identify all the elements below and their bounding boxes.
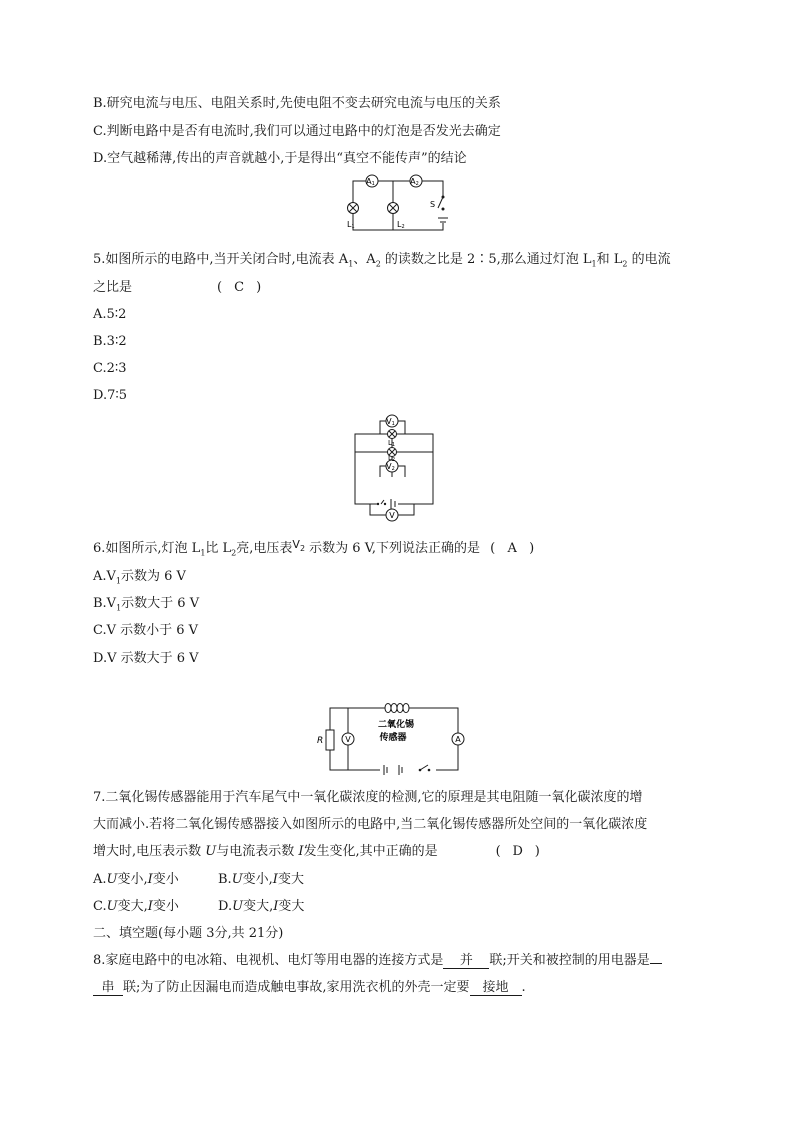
q5-stem-line2: 之比是 ( C )	[93, 280, 262, 295]
q6-circuit-diagram	[350, 410, 440, 525]
fig-resistor-label: R	[317, 736, 324, 746]
fig-sensor-label-2: 传感器	[379, 733, 407, 743]
fig-voltmeter-v: V	[389, 511, 395, 520]
q6-option-b: $B.V_1$示数大于 6 V	[93, 596, 200, 613]
q8-blank-3: 接地	[470, 981, 522, 996]
q5-option-a: A.5∶2	[93, 307, 127, 322]
q6-option-d: D.V 示数大于 6 V	[93, 651, 199, 666]
fig-sensor-label-1: 二氧化锡	[377, 720, 415, 730]
q6-answer: A	[507, 541, 517, 556]
q6-option-a: $A.V_1$示数为 6 V	[93, 569, 186, 586]
fig-lamp-l2-label: L2	[388, 454, 396, 463]
q7-stem-line2: 大而减小.若将二氧化锡传感器接入如图所示的电路中,当二氧化锡传感器所处空间的一氧化碳浓度	[93, 817, 648, 832]
q8-blank-1: 并	[443, 954, 489, 969]
q7-circuit-diagram	[317, 701, 465, 775]
q8-line2: 串 联;为了防止因漏电而造成触电事故,家用洗衣机的外壳一定要 接地 .	[93, 980, 526, 996]
q4-option-c: C.判断电路中是否有电流时,我们可以通过电路中的灯泡是否发光去确定	[93, 124, 501, 139]
fig-lamp-l1-label: L1	[388, 439, 396, 448]
q7-answer: D	[512, 844, 523, 859]
q6-stem: 6.如图所示,灯泡 $L_1$比 $L_2$亮,电压表$^{V_2}$ 示数为 6 V,下列说法正确的是 ( A )	[93, 538, 535, 558]
q7-option-c: C.U变大,I变小	[93, 899, 179, 914]
q6-option-c: C.V 示数小于 6 V	[93, 623, 199, 638]
q5-option-c: C.2∶3	[93, 361, 127, 376]
q7-stem-line1: 7.二氧化锡传感器能用于汽车尾气中一氧化碳浓度的检测,它的原理是其电阻随一氧化碳浓度的增	[93, 790, 643, 805]
fig-ammeter-a1: A1	[366, 177, 375, 187]
q5-option-d: D.7∶5	[93, 388, 128, 403]
q4-option-b: B.研究电流与电压、电阻关系时,先使电阻不变去研究电流与电压的关系	[93, 96, 501, 111]
fig-voltmeter-v1: V1	[386, 417, 395, 427]
q7-option-b: B.U变小,I变大	[218, 872, 304, 887]
section-heading: 二、填空题(每小题 3分,共 21分)	[93, 926, 284, 941]
q7-option-a: A.U变小,I变小	[93, 872, 179, 887]
fig-lamp-l2-label: L2	[397, 220, 405, 230]
q7-stem-line3: 增大时,电压表示数 U与电流表示数 I发生变化,其中正确的是 ( D )	[93, 844, 540, 859]
q5-answer: C	[234, 280, 245, 295]
q8-line1: 8.家庭电路中的电冰箱、电视机、电灯等用电器的连接方式是 并 联;开关和被控制的用电器是	[93, 953, 662, 969]
fig-ammeter-a2: A2	[410, 177, 419, 187]
q8-blank-2: 串	[93, 981, 123, 996]
fig-lamp-l1-label: L1	[347, 220, 355, 230]
q5-stem: 5.如图所示的电路中,当开关闭合时,电流表 $A_1$、$A_2$ 的读数之比是 2∶5,那么通过灯泡 $L_1$和 $L_2$ 的电流	[93, 252, 671, 269]
fig-voltmeter: V	[345, 735, 351, 744]
q5-option-b: B.3∶2	[93, 334, 127, 349]
fig-voltmeter-v2: V2	[386, 462, 395, 472]
q4-option-d: D.空气越稀薄,传出的声音就越小,于是得出“真空不能传声”的结论	[93, 151, 467, 166]
fig-ammeter: A	[455, 735, 461, 744]
q5-circuit-diagram	[340, 174, 455, 236]
q7-option-d: D.U变大,I变大	[218, 899, 305, 914]
fig-switch-label: S	[430, 200, 436, 209]
